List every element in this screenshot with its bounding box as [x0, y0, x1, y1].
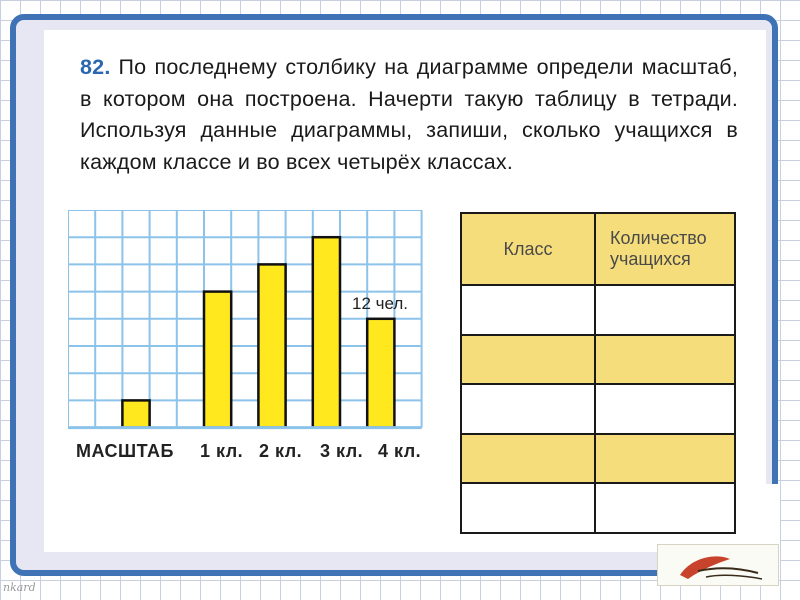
cell-count [595, 335, 735, 385]
task-body: По последнему столбику на диаграмме определи масштаб, в котором она построена. Начерти такую таблицу в тетради. Используя данные диаграммы, запиши, сколько учащихся в каждом классе и во всех четырёх классах. [80, 55, 738, 174]
x-label-class-3: 3 кл. [320, 441, 364, 461]
table-row [461, 483, 735, 533]
table-row [461, 434, 735, 484]
table-row [461, 335, 735, 385]
table-row [461, 384, 735, 434]
publisher-logo [657, 544, 779, 586]
cell-count [595, 434, 735, 484]
answer-table [460, 212, 736, 534]
header-count: Количество учащихся [595, 213, 735, 285]
bar-scale [122, 400, 149, 427]
bar-class-1 [204, 292, 231, 428]
cell-class [461, 384, 595, 434]
x-label-class-4: 4 кл. [378, 441, 422, 461]
cell-class [461, 335, 595, 385]
quill-icon [658, 545, 778, 585]
table-header-row [461, 213, 735, 285]
task-number: 82. [80, 55, 111, 79]
bar-class-4 [367, 319, 394, 428]
cell-count [595, 285, 735, 335]
cell-class [461, 434, 595, 484]
x-label-class-2: 2 кл. [259, 441, 303, 461]
x-label-class-1: 1 кл. [200, 441, 244, 461]
cell-count [595, 483, 735, 533]
watermark: nkard [3, 581, 36, 594]
bar-class-3 [313, 237, 340, 427]
table-row [461, 285, 735, 335]
header-class: Класс [461, 213, 595, 285]
bar-annotation: 12 чел. [352, 294, 409, 313]
bar-class-2 [258, 264, 285, 427]
cell-class [461, 483, 595, 533]
cell-class [461, 285, 595, 335]
cell-count [595, 384, 735, 434]
x-label-scale: МАСШТАБ [76, 441, 174, 461]
task-text [80, 52, 738, 178]
bar-chart [68, 210, 430, 436]
